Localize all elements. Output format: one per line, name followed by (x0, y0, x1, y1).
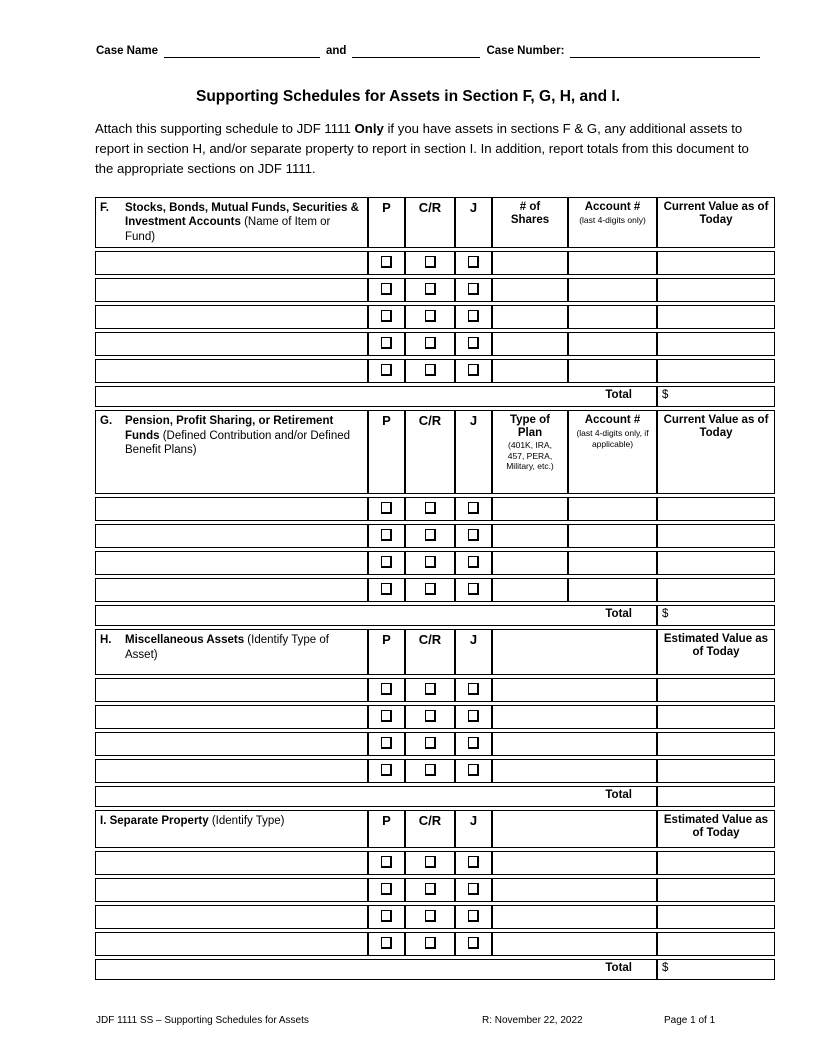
account-note-g: (last 4-digits only, if applicable) (576, 428, 649, 449)
p-checkbox-cell[interactable] (368, 359, 405, 383)
section-f-letter: F. (100, 202, 109, 214)
p-checkbox-icon[interactable] (381, 256, 392, 268)
cr-checkbox-cell[interactable] (405, 851, 455, 875)
item-name-cell[interactable] (95, 932, 368, 956)
section-i-total-value-cell[interactable] (657, 959, 775, 980)
co-party-name-field[interactable] (352, 44, 480, 58)
column-header-account-f: Account # (last 4-digits only) (568, 197, 657, 248)
item-name-cell[interactable] (95, 551, 368, 575)
p-checkbox-cell[interactable] (368, 678, 405, 702)
section-h-total-row (95, 786, 775, 807)
intro-text-before: Attach this supporting schedule to JDF 1111 (95, 121, 355, 136)
section-i-total-row (95, 959, 775, 980)
section-i-title: I. Separate Property (100, 815, 209, 828)
p-checkbox-cell[interactable] (368, 759, 405, 783)
j-checkbox-icon[interactable] (468, 529, 479, 541)
section-f-total-row (95, 386, 775, 407)
section-i-row-1 (95, 851, 775, 875)
dollar-sign: $ (662, 608, 669, 621)
j-checkbox-icon[interactable] (468, 556, 479, 568)
value-cell[interactable] (657, 932, 775, 956)
p-checkbox-cell[interactable] (368, 251, 405, 275)
case-number-field[interactable] (570, 44, 760, 58)
case-header-line (96, 44, 760, 58)
p-checkbox-icon[interactable] (381, 556, 392, 568)
intro-text-after: if you have assets in sections F & G, any additional assets to report in section H, and/or separate property to report in section I. In addition, report totals from this document to the appropriate sections on JDF 1111. (95, 121, 749, 176)
cr-checkbox-cell[interactable] (405, 359, 455, 383)
column-header-j: J (455, 197, 492, 248)
section-h-letter: H. (100, 634, 112, 647)
section-g-row-3 (95, 551, 775, 575)
cr-checkbox-cell[interactable] (405, 932, 455, 956)
p-checkbox-icon[interactable] (381, 337, 392, 349)
account-cell[interactable] (568, 332, 657, 356)
section-h-total-label: Total (95, 786, 657, 807)
column-header-value-f: Current Value as of Today (657, 197, 775, 248)
intro-bold-word: Only (354, 121, 384, 136)
account-cell[interactable] (568, 497, 657, 521)
j-checkbox-cell[interactable] (455, 497, 492, 521)
cr-checkbox-cell[interactable] (405, 905, 455, 929)
value-cell[interactable] (657, 551, 775, 575)
column-header-shares: # of Shares (492, 197, 568, 248)
account-cell[interactable] (568, 305, 657, 329)
column-header-p: P (368, 410, 405, 494)
item-name-cell[interactable] (95, 732, 368, 756)
section-i-title-cell (95, 810, 368, 848)
section-f-row-3 (95, 305, 775, 329)
dollar-sign: $ (662, 962, 669, 975)
section-f-row-5 (95, 359, 775, 383)
column-header-j: J (455, 410, 492, 494)
section-h-row-1 (95, 678, 775, 702)
j-checkbox-cell[interactable] (455, 759, 492, 783)
item-name-cell[interactable] (95, 332, 368, 356)
dollar-sign: $ (662, 389, 669, 402)
detail-cell[interactable] (492, 878, 657, 902)
value-cell[interactable] (657, 359, 775, 383)
j-checkbox-cell[interactable] (455, 251, 492, 275)
j-checkbox-icon[interactable] (468, 710, 479, 722)
column-header-p: P (368, 629, 405, 675)
cr-checkbox-cell[interactable] (405, 278, 455, 302)
detail-cell[interactable] (492, 732, 657, 756)
p-checkbox-icon[interactable] (381, 283, 392, 295)
j-checkbox-cell[interactable] (455, 359, 492, 383)
account-cell[interactable] (568, 251, 657, 275)
detail-cell[interactable] (492, 705, 657, 729)
p-checkbox-icon[interactable] (381, 529, 392, 541)
cr-checkbox-icon[interactable] (425, 883, 436, 895)
j-checkbox-icon[interactable] (468, 737, 479, 749)
shares-cell[interactable] (492, 332, 568, 356)
column-header-plan: Type of Plan (401K, IRA, 457, PERA, Military, etc.) (492, 410, 568, 494)
j-checkbox-icon[interactable] (468, 764, 479, 776)
plan-type-cell[interactable] (492, 578, 568, 602)
account-cell[interactable] (568, 551, 657, 575)
p-checkbox-cell[interactable] (368, 851, 405, 875)
column-header-cr: C/R (405, 410, 455, 494)
p-checkbox-cell[interactable] (368, 551, 405, 575)
cr-checkbox-cell[interactable] (405, 759, 455, 783)
value-cell[interactable] (657, 497, 775, 521)
j-checkbox-cell[interactable] (455, 278, 492, 302)
item-name-cell[interactable] (95, 878, 368, 902)
j-checkbox-cell[interactable] (455, 905, 492, 929)
section-g-header-row (95, 410, 775, 494)
section-f-row-4 (95, 332, 775, 356)
j-checkbox-cell[interactable] (455, 578, 492, 602)
item-name-cell[interactable] (95, 759, 368, 783)
item-name-cell[interactable] (95, 524, 368, 548)
footer-page-number: Page 1 of 1 (664, 1015, 716, 1026)
cr-checkbox-cell[interactable] (405, 705, 455, 729)
cr-checkbox-cell[interactable] (405, 497, 455, 521)
assets-table (95, 194, 775, 983)
section-g-row-4 (95, 578, 775, 602)
value-cell[interactable] (657, 878, 775, 902)
section-g-row-1 (95, 497, 775, 521)
case-number-label: Case Number: (486, 45, 565, 57)
intro-paragraph (95, 119, 769, 179)
section-g-total-row (95, 605, 775, 626)
section-h-title: Miscellaneous Assets (125, 634, 245, 647)
value-cell[interactable] (657, 278, 775, 302)
blank-header-cell (492, 810, 657, 848)
item-name-cell[interactable] (95, 251, 368, 275)
and-label: and (326, 45, 347, 57)
value-cell[interactable] (657, 705, 775, 729)
j-checkbox-icon[interactable] (468, 283, 479, 295)
section-g-title: Pension, Profit Sharing, or Retirement Funds (125, 415, 334, 442)
section-g-title-cell (95, 410, 368, 494)
cr-checkbox-icon[interactable] (425, 937, 436, 949)
cr-checkbox-cell[interactable] (405, 524, 455, 548)
value-cell[interactable] (657, 578, 775, 602)
j-checkbox-icon[interactable] (468, 337, 479, 349)
shares-cell[interactable] (492, 305, 568, 329)
value-cell[interactable] (657, 851, 775, 875)
account-cell[interactable] (568, 359, 657, 383)
value-cell[interactable] (657, 905, 775, 929)
item-name-cell[interactable] (95, 305, 368, 329)
section-i-title-note: (Identify Type) (208, 815, 285, 828)
cr-checkbox-cell[interactable] (405, 305, 455, 329)
section-i-row-4 (95, 932, 775, 956)
item-name-cell[interactable] (95, 497, 368, 521)
p-checkbox-cell[interactable] (368, 332, 405, 356)
p-checkbox-cell[interactable] (368, 497, 405, 521)
detail-cell[interactable] (492, 759, 657, 783)
p-checkbox-cell[interactable] (368, 578, 405, 602)
section-h-row-3 (95, 732, 775, 756)
item-name-cell[interactable] (95, 851, 368, 875)
p-checkbox-icon[interactable] (381, 737, 392, 749)
p-checkbox-cell[interactable] (368, 305, 405, 329)
column-header-account-g: Account # (last 4-digits only, if applicable) (568, 410, 657, 494)
section-h-row-4 (95, 759, 775, 783)
j-checkbox-cell[interactable] (455, 551, 492, 575)
value-cell[interactable] (657, 332, 775, 356)
plan-type-cell[interactable] (492, 551, 568, 575)
cr-checkbox-cell[interactable] (405, 551, 455, 575)
section-g-total-value-cell[interactable] (657, 605, 775, 626)
cr-checkbox-icon[interactable] (425, 310, 436, 322)
section-f-title-cell (95, 197, 368, 248)
cr-checkbox-icon[interactable] (425, 529, 436, 541)
account-cell[interactable] (568, 524, 657, 548)
item-name-cell[interactable] (95, 278, 368, 302)
plan-type-cell[interactable] (492, 497, 568, 521)
section-h-title-note: (Identify Type of Asset) (125, 634, 329, 661)
column-header-cr: C/R (405, 197, 455, 248)
cr-checkbox-icon[interactable] (425, 337, 436, 349)
detail-cell[interactable] (492, 851, 657, 875)
j-checkbox-icon[interactable] (468, 910, 479, 922)
p-checkbox-cell[interactable] (368, 905, 405, 929)
case-name-field[interactable] (164, 44, 320, 58)
section-i-row-3 (95, 905, 775, 929)
account-note-f: (last 4-digits only) (579, 214, 646, 225)
p-checkbox-cell[interactable] (368, 278, 405, 302)
j-checkbox-cell[interactable] (455, 678, 492, 702)
j-checkbox-cell[interactable] (455, 878, 492, 902)
column-header-cr: C/R (405, 629, 455, 675)
column-header-j: J (455, 629, 492, 675)
j-checkbox-icon[interactable] (468, 256, 479, 268)
item-name-cell[interactable] (95, 578, 368, 602)
cr-checkbox-icon[interactable] (425, 364, 436, 376)
value-cell[interactable] (657, 678, 775, 702)
j-checkbox-cell[interactable] (455, 705, 492, 729)
p-checkbox-icon[interactable] (381, 310, 392, 322)
section-i-row-2 (95, 878, 775, 902)
footer-form-id: JDF 1111 SS – Supporting Schedules for Assets (96, 1015, 309, 1026)
cr-checkbox-icon[interactable] (425, 710, 436, 722)
j-checkbox-icon[interactable] (468, 583, 479, 595)
j-checkbox-icon[interactable] (468, 883, 479, 895)
section-f-title-note: (Name of Item or Fund) (125, 216, 331, 243)
p-checkbox-icon[interactable] (381, 364, 392, 376)
item-name-cell[interactable] (95, 678, 368, 702)
p-checkbox-icon[interactable] (381, 764, 392, 776)
p-checkbox-cell[interactable] (368, 524, 405, 548)
section-h-title-cell (95, 629, 368, 675)
section-f-row-2 (95, 278, 775, 302)
j-checkbox-icon[interactable] (468, 310, 479, 322)
value-cell[interactable] (657, 732, 775, 756)
column-header-p: P (368, 810, 405, 848)
cr-checkbox-icon[interactable] (425, 583, 436, 595)
footer-revision-date: R: November 22, 2022 (482, 1015, 583, 1026)
cr-checkbox-icon[interactable] (425, 283, 436, 295)
detail-cell[interactable] (492, 678, 657, 702)
blank-header-cell (492, 629, 657, 675)
section-h-header-row (95, 629, 775, 675)
value-cell[interactable] (657, 759, 775, 783)
section-i-header-row (95, 810, 775, 848)
cr-checkbox-cell[interactable] (405, 251, 455, 275)
plan-type-cell[interactable] (492, 524, 568, 548)
p-checkbox-icon[interactable] (381, 937, 392, 949)
detail-cell[interactable] (492, 905, 657, 929)
j-checkbox-icon[interactable] (468, 683, 479, 695)
p-checkbox-icon[interactable] (381, 710, 392, 722)
column-header-j: J (455, 810, 492, 848)
shares-cell[interactable] (492, 278, 568, 302)
detail-cell[interactable] (492, 932, 657, 956)
j-checkbox-cell[interactable] (455, 332, 492, 356)
cr-checkbox-cell[interactable] (405, 578, 455, 602)
p-checkbox-cell[interactable] (368, 732, 405, 756)
cr-checkbox-cell[interactable] (405, 678, 455, 702)
section-g-total-label: Total (95, 605, 657, 626)
case-name-label: Case Name (96, 45, 159, 57)
item-name-cell[interactable] (95, 359, 368, 383)
cr-checkbox-icon[interactable] (425, 256, 436, 268)
account-cell[interactable] (568, 578, 657, 602)
p-checkbox-icon[interactable] (381, 502, 392, 514)
cr-checkbox-icon[interactable] (425, 910, 436, 922)
shares-cell[interactable] (492, 251, 568, 275)
cr-checkbox-icon[interactable] (425, 856, 436, 868)
value-cell[interactable] (657, 251, 775, 275)
j-checkbox-cell[interactable] (455, 524, 492, 548)
j-checkbox-icon[interactable] (468, 502, 479, 514)
cr-checkbox-cell[interactable] (405, 878, 455, 902)
section-h-row-2 (95, 705, 775, 729)
shares-cell[interactable] (492, 359, 568, 383)
cr-checkbox-cell[interactable] (405, 732, 455, 756)
j-checkbox-icon[interactable] (468, 937, 479, 949)
cr-checkbox-icon[interactable] (425, 502, 436, 514)
j-checkbox-cell[interactable] (455, 932, 492, 956)
value-cell[interactable] (657, 524, 775, 548)
section-f-header-row (95, 197, 775, 248)
section-i-total-label: Total (95, 959, 657, 980)
j-checkbox-cell[interactable] (455, 732, 492, 756)
account-cell[interactable] (568, 278, 657, 302)
column-header-p: P (368, 197, 405, 248)
j-checkbox-cell[interactable] (455, 305, 492, 329)
section-g-row-2 (95, 524, 775, 548)
p-checkbox-cell[interactable] (368, 878, 405, 902)
column-header-value-g: Current Value as of Today (657, 410, 775, 494)
section-f-total-value-cell[interactable] (657, 386, 775, 407)
plan-note: (401K, IRA, 457, PERA, Military, etc.) (506, 439, 554, 472)
p-checkbox-icon[interactable] (381, 683, 392, 695)
section-g-letter: G. (100, 415, 113, 428)
cr-checkbox-cell[interactable] (405, 332, 455, 356)
p-checkbox-icon[interactable] (381, 910, 392, 922)
column-header-value-h: Estimated Value as of Today (657, 629, 775, 675)
section-f-total-label: Total (95, 386, 657, 407)
p-checkbox-cell[interactable] (368, 705, 405, 729)
section-g-title-note: (Defined Contribution and/or Defined Benefit Plans) (125, 429, 351, 456)
cr-checkbox-icon[interactable] (425, 737, 436, 749)
p-checkbox-icon[interactable] (381, 883, 392, 895)
value-cell[interactable] (657, 305, 775, 329)
p-checkbox-icon[interactable] (381, 583, 392, 595)
page-title: Supporting Schedules for Assets in Section F, G, H, and I. (195, 88, 620, 105)
section-f-title: Stocks, Bonds, Mutual Funds, Securities & Investment Accounts (125, 202, 359, 229)
cr-checkbox-icon[interactable] (425, 556, 436, 568)
p-checkbox-icon[interactable] (381, 856, 392, 868)
section-h-total-value-cell[interactable] (657, 786, 775, 807)
item-name-cell[interactable] (95, 705, 368, 729)
section-f-row-1 (95, 251, 775, 275)
j-checkbox-icon[interactable] (468, 364, 479, 376)
j-checkbox-cell[interactable] (455, 851, 492, 875)
column-header-cr: C/R (405, 810, 455, 848)
column-header-value-i: Estimated Value as of Today (657, 810, 775, 848)
cr-checkbox-icon[interactable] (425, 683, 436, 695)
item-name-cell[interactable] (95, 905, 368, 929)
p-checkbox-cell[interactable] (368, 932, 405, 956)
j-checkbox-icon[interactable] (468, 856, 479, 868)
cr-checkbox-icon[interactable] (425, 764, 436, 776)
